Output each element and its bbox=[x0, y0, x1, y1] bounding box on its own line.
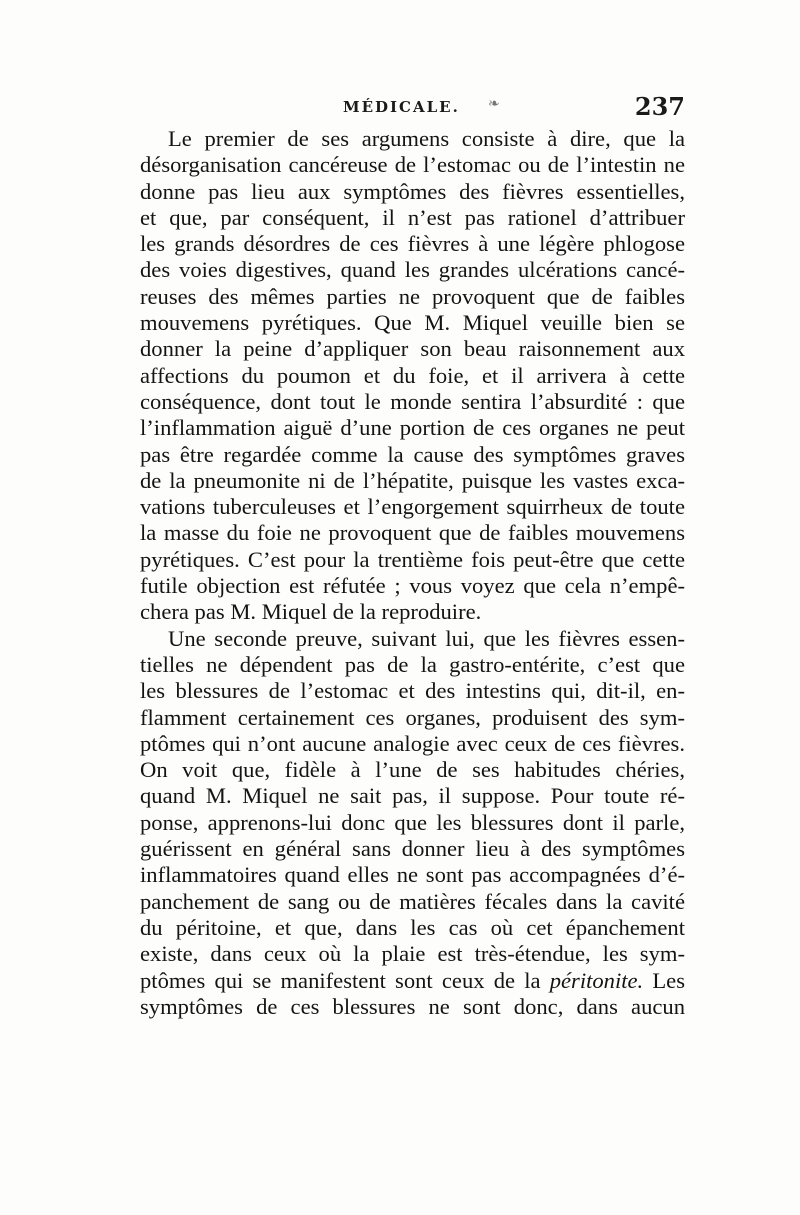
text-line: flamment certainement ces organes, produisent des sym- bbox=[140, 704, 685, 730]
text-line: et que, par conséquent, il n’est pas rationel d’attribuer bbox=[140, 204, 685, 230]
text-line: futile objection est réfutée ; vous voyez que cela n’empê- bbox=[140, 573, 685, 599]
text-line: Une seconde preuve, suivant lui, que les fièvres essen- bbox=[168, 625, 685, 651]
text-line: symptômes de ces blessures ne sont donc, dans aucun bbox=[140, 993, 685, 1019]
text-line: mouvemens pyrétiques. Que M. Miquel veuille bien se bbox=[140, 310, 685, 336]
text-line: ponse, apprenons-lui donc que les blessures dont il parle, bbox=[140, 809, 685, 835]
text-line: du péritoine, et que, dans les cas où cet épanchement bbox=[140, 914, 685, 940]
text-line: inflammatoires quand elles ne sont pas accompagnées d’é- bbox=[140, 862, 685, 888]
paragraph-1 bbox=[140, 126, 685, 626]
text-line: désorganisation cancéreuse de l’estomac ou de l’intestin ne bbox=[140, 152, 685, 178]
text-line: donner la peine d’appliquer son beau raisonnement aux bbox=[140, 336, 685, 362]
text-line: donne pas lieu aux symptômes des fièvres essentielles, bbox=[140, 178, 685, 204]
text-line: conséquence, dont tout le monde sentira l’absurdité : que bbox=[140, 388, 685, 414]
text-line: On voit que, fidèle à l’une de ses habitudes chéries, bbox=[140, 757, 685, 783]
text-line: des voies digestives, quand les grandes ulcérations cancé- bbox=[140, 257, 685, 283]
text-line: les grands désordres de ces fièvres à une légère phlogose bbox=[140, 231, 685, 257]
text-line: la masse du foie ne provoquent que de faibles mouvemens bbox=[140, 520, 685, 546]
text-line: tielles ne dépendent pas de la gastro-entérite, c’est que bbox=[140, 651, 685, 677]
text-line-with-italic bbox=[140, 968, 685, 994]
text-line: de la pneumonite ni de l’hépatite, puisque les vastes exca- bbox=[140, 467, 685, 493]
text-segment: ptômes qui se manifestent sont ceux de la bbox=[140, 967, 541, 993]
text-line: pyrétiques. C’est pour la trentième fois peut-être que cette bbox=[140, 546, 685, 572]
text-segment: Les bbox=[643, 967, 685, 993]
running-head: MÉDICALE. bbox=[343, 98, 460, 116]
fleuron-ornament-icon: ❧ bbox=[488, 96, 500, 112]
text-line: pas être regardée comme la cause des symptômes graves bbox=[140, 441, 685, 467]
text-line: ptômes qui n’ont aucune analogie avec ceux de ces fièvres. bbox=[140, 730, 685, 756]
page-number: 237 bbox=[634, 92, 685, 121]
body-text bbox=[140, 126, 685, 1020]
text-line: les blessures de l’estomac et des intestins qui, dit-il, en- bbox=[140, 678, 685, 704]
text-line: affections du poumon et du foie, et il arrivera à cette bbox=[140, 362, 685, 388]
page-header bbox=[140, 92, 685, 124]
paragraph-2 bbox=[140, 626, 685, 1020]
italic-term: péritonite. bbox=[549, 967, 644, 993]
text-line: existe, dans ceux où la plaie est très-étendue, les sym- bbox=[140, 941, 685, 967]
text-line: vations tuberculeuses et l’engorgement squirrheux de toute bbox=[140, 494, 685, 520]
text-line: panchement de sang ou de matières fécales dans la cavité bbox=[140, 888, 685, 914]
text-line: reuses des mêmes parties ne provoquent que de faibles bbox=[140, 283, 685, 309]
text-line: l’inflammation aiguë d’une portion de ces organes ne peut bbox=[140, 415, 685, 441]
text-line: chera pas M. Miquel de la reproduire. bbox=[140, 599, 482, 625]
text-line: guérissent en général sans donner lieu à des symptômes bbox=[140, 836, 685, 862]
text-line: quand M. Miquel ne sait pas, il suppose. Pour toute ré- bbox=[140, 783, 685, 809]
text-line: Le premier de ses argumens consiste à dire, que la bbox=[168, 126, 685, 151]
